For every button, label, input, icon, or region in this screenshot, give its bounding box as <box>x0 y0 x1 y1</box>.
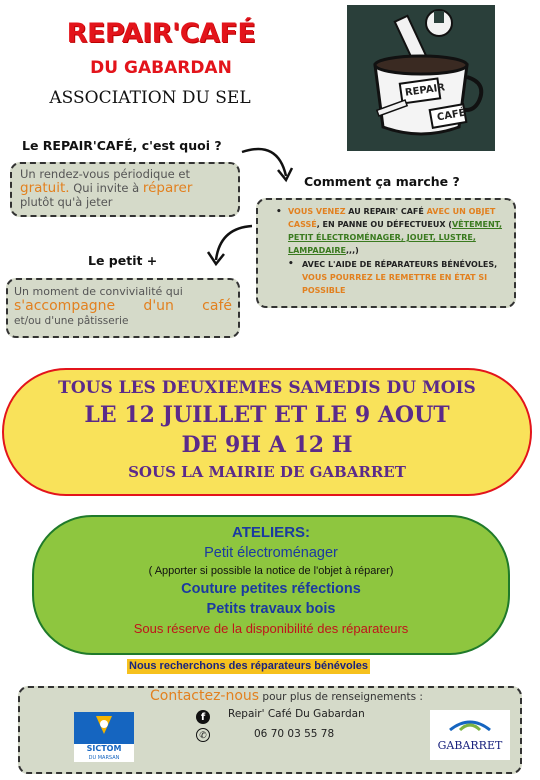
how-b1-c: AVEC UN OBJET CASSÉ <box>288 207 496 229</box>
contact-text: pour plus de renseignements : <box>259 691 423 703</box>
dates-line-2: LE 12 JUILLET ET LE 9 AOUT <box>84 402 450 428</box>
bullet-1-icon: • <box>276 207 282 217</box>
phone-number[interactable]: 06 70 03 55 78 <box>254 728 335 740</box>
cup-wrench-icon <box>347 5 495 151</box>
sictom-sub: DU MARSAN <box>74 754 134 762</box>
how-heading: Comment ça marche ? <box>304 174 460 189</box>
ateliers-reserve: Sous réserve de la disponibilité des réparateurs <box>133 621 409 636</box>
what-text-1: Un rendez-vous périodique et <box>20 167 190 181</box>
how-b1-b: AU REPAIR' CAFÉ <box>345 207 427 216</box>
how-b1-f: ,,,) <box>346 246 359 255</box>
association-name: ASSOCIATION DU SEL <box>49 88 251 108</box>
dates-line-1: TOUS LES DEUXIEMES SAMEDIS DU MOIS <box>58 378 476 398</box>
dates-oval <box>2 368 532 496</box>
sictom-logo <box>74 712 134 761</box>
ateliers-item-1: Petit électroménager <box>204 545 338 561</box>
sictom-label: SICTOM <box>74 744 134 754</box>
ateliers-note: ( Apporter si possible la notice de l'objet à réparer) <box>148 565 394 577</box>
contact-label: Contactez-nous <box>150 688 260 704</box>
logo-label-cafe: CAFÉ <box>436 107 467 124</box>
how-bullet-2 <box>288 258 506 297</box>
bullet-2-icon: • <box>288 259 294 269</box>
ateliers-oval <box>32 515 510 655</box>
gabarret-logo <box>430 710 510 760</box>
subtitle: DU GABARDAN <box>90 58 232 78</box>
what-box <box>10 162 240 217</box>
how-box <box>256 198 516 308</box>
arrow-left-down-icon <box>196 222 256 270</box>
how-bullet-1 <box>288 205 506 257</box>
what-text-2: Qui invite à <box>69 181 143 195</box>
gabarret-emblem-icon <box>430 710 510 736</box>
gabarret-label: GABARRET <box>437 739 503 752</box>
dates-line-3: DE 9H A 12 H <box>181 432 353 458</box>
what-highlight-gratuit: gratuit. <box>20 180 70 196</box>
what-text-3: plutôt qu'à jeter <box>20 195 113 209</box>
contact-box <box>18 686 522 774</box>
how-b2-a: AVEC L'AIDE DE RÉPARATEURS BÉNÉVOLES, <box>302 260 498 269</box>
main-title: REPAIR'CAFÉ <box>66 18 256 49</box>
logo-label-repair: REPAIR <box>404 82 446 99</box>
facebook-icon[interactable]: f <box>196 710 210 724</box>
facebook-name[interactable]: Repair' Café Du Gabardan <box>228 708 365 720</box>
plus-text-2: et/ou d'une pâtisserie <box>14 315 129 327</box>
plus-highlight: s'accompagne d'un café <box>14 298 232 314</box>
plus-box <box>6 278 240 338</box>
dates-line-4: SOUS LA MAIRIE DE GABARRET <box>128 463 406 481</box>
plus-heading: Le petit + <box>88 253 158 268</box>
how-b2-b: VOUS POURREZ LE REMETTRE EN ÉTAT SI POSSIBLE <box>302 273 488 295</box>
ateliers-item-2: Couture petites réfections <box>181 581 361 597</box>
what-highlight-reparer: réparer <box>142 180 193 196</box>
plus-text-1: Un moment de convivialité qui <box>14 285 183 298</box>
how-b1-d: , EN PANNE OU DÉFECTUEUX ( <box>316 220 452 229</box>
what-heading: Le REPAIR'CAFÉ, c'est quoi ? <box>22 138 222 153</box>
sictom-emblem-icon <box>74 712 134 740</box>
recruit-banner: Nous recherchons des réparateurs bénévoles <box>129 660 369 672</box>
arrow-right-down-icon <box>238 140 298 190</box>
repair-cafe-logo <box>347 5 495 151</box>
contact-heading <box>150 688 423 704</box>
how-b1-e: VÊTEMENT, PETIT ÉLECTROMÉNAGER, JOUET, LUSTRE, LAMPADAIRE <box>288 220 503 255</box>
ateliers-item-3: Petits travaux bois <box>206 601 336 617</box>
phone-icon[interactable]: ✆ <box>196 728 210 742</box>
how-b1-a: VOUS VENEZ <box>288 207 346 216</box>
ateliers-title: ATELIERS: <box>231 524 311 541</box>
